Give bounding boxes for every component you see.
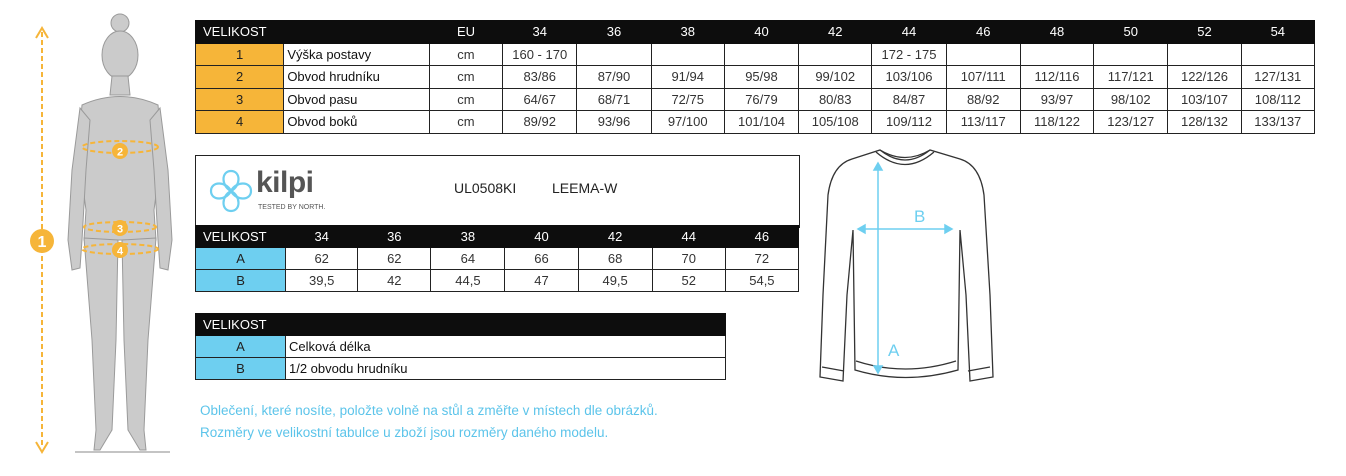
velikost-header: VELIKOST: [196, 21, 430, 44]
size-cell: 97/100: [651, 111, 724, 134]
size-cell: 64/67: [503, 88, 577, 111]
size-cell: 84/87: [872, 88, 946, 111]
row-number: 4: [196, 111, 284, 134]
size-header: 40: [724, 21, 798, 44]
size-cell: 127/131: [1241, 66, 1314, 89]
legend-row: B 1/2 obvodu hrudníku: [196, 358, 726, 380]
measure-cell: 72: [725, 248, 798, 270]
kilpi-knot-icon: [206, 166, 256, 216]
size-cell: 80/83: [799, 88, 872, 111]
table-row: [196, 88, 1315, 111]
measure-cell: 62: [286, 248, 358, 270]
measure-cell: 49,5: [578, 270, 652, 292]
size-cell: [799, 43, 872, 66]
legend-table: [195, 313, 726, 380]
row-unit: cm: [429, 43, 502, 66]
size-cell: [946, 43, 1020, 66]
product-code: UL0508KI: [454, 180, 517, 196]
size-cell: 128/132: [1168, 111, 1241, 134]
table-row: [196, 111, 1315, 134]
svg-text:2: 2: [116, 146, 124, 159]
row-label: Obvod hrudníku: [284, 66, 430, 89]
size-header: 38: [431, 226, 505, 248]
size-header: 52: [1168, 21, 1241, 44]
size-cell: 122/126: [1168, 66, 1241, 89]
size-cell: 91/94: [651, 66, 724, 89]
size-header: 36: [358, 226, 431, 248]
garment-row: [196, 270, 799, 292]
size-header: 42: [799, 21, 872, 44]
size-header: 42: [578, 226, 652, 248]
measure-label: A: [196, 248, 286, 270]
measure-cell: 68: [578, 248, 652, 270]
size-cell: 109/112: [872, 111, 946, 134]
row-unit: cm: [429, 88, 502, 111]
size-cell: 101/104: [724, 111, 798, 134]
size-cell: 83/86: [503, 66, 577, 89]
garment-header-row: [196, 226, 799, 248]
size-cell: 113/117: [946, 111, 1020, 134]
size-cell: [1168, 43, 1241, 66]
size-cell: [1094, 43, 1168, 66]
row-unit: cm: [429, 111, 502, 134]
note-line-1: Oblečení, které nosíte, položte volně na stůl a změřte v místech dle obrázků.: [200, 403, 658, 418]
note-line-2: Rozměry ve velikostní tabulce u zboží jsou rozměry daného modelu.: [200, 425, 609, 440]
size-header: 50: [1094, 21, 1168, 44]
legend-header: VELIKOST: [196, 314, 286, 336]
size-cell: 118/122: [1020, 111, 1093, 134]
size-cell: 103/106: [872, 66, 946, 89]
svg-text:4: 4: [116, 245, 124, 258]
size-header: 44: [872, 21, 946, 44]
size-cell: 105/108: [799, 111, 872, 134]
brand-tagline: TESTED BY NORTH.: [258, 204, 326, 211]
body-size-table: [195, 20, 1315, 134]
measure-cell: 39,5: [286, 270, 358, 292]
size-header: 34: [286, 226, 358, 248]
size-cell: 107/111: [946, 66, 1020, 89]
shirt-outline: [820, 150, 993, 381]
garment-row: [196, 248, 799, 270]
size-cell: 108/112: [1241, 88, 1314, 111]
measure-cell: 64: [431, 248, 505, 270]
size-cell: 95/98: [724, 66, 798, 89]
row-number: 3: [196, 88, 284, 111]
size-cell: 93/97: [1020, 88, 1093, 111]
size-cell: [651, 43, 724, 66]
size-cell: 103/107: [1168, 88, 1241, 111]
size-header: 44: [652, 226, 725, 248]
size-cell: 98/102: [1094, 88, 1168, 111]
size-cell: 72/75: [651, 88, 724, 111]
shirt-diagram: [810, 145, 1000, 395]
row-label: Výška postavy: [284, 43, 430, 66]
size-header: 46: [725, 226, 798, 248]
size-cell: 99/102: [799, 66, 872, 89]
row-label: Obvod pasu: [284, 88, 430, 111]
size-cell: 123/127: [1094, 111, 1168, 134]
measure-cell: 47: [505, 270, 578, 292]
size-header: 54: [1241, 21, 1314, 44]
measure-cell: 70: [652, 248, 725, 270]
size-cell: 76/79: [724, 88, 798, 111]
product-name: LEEMA-W: [552, 180, 618, 196]
size-cell: [724, 43, 798, 66]
table-row: [196, 43, 1315, 66]
measure-cell: 44,5: [431, 270, 505, 292]
row-unit: cm: [429, 66, 502, 89]
size-header: 48: [1020, 21, 1093, 44]
row-number: 2: [196, 66, 284, 89]
size-cell: 93/96: [577, 111, 651, 134]
size-cell: [1241, 43, 1314, 66]
size-cell: [577, 43, 651, 66]
size-cell: [1020, 43, 1093, 66]
label-a: A: [888, 341, 900, 360]
size-header: 40: [505, 226, 578, 248]
size-header: 38: [651, 21, 724, 44]
svg-text:1: 1: [37, 234, 47, 251]
product-header: [195, 155, 800, 228]
row-label: Obvod boků: [284, 111, 430, 134]
table-row: [196, 66, 1315, 89]
measure-cell: 54,5: [725, 270, 798, 292]
size-cell: 117/121: [1094, 66, 1168, 89]
label-b: B: [914, 207, 926, 226]
measure-label: B: [196, 270, 286, 292]
size-header: 46: [946, 21, 1020, 44]
size-header: 34: [503, 21, 577, 44]
table-header-row: [196, 21, 1315, 44]
size-header: 36: [577, 21, 651, 44]
velikost-header: VELIKOST: [196, 226, 286, 248]
body-measurement-figure: [20, 10, 190, 460]
size-cell: 88/92: [946, 88, 1020, 111]
size-cell: 87/90: [577, 66, 651, 89]
size-cell: 112/116: [1020, 66, 1093, 89]
measure-cell: 42: [358, 270, 431, 292]
measure-cell: 66: [505, 248, 578, 270]
measure-cell: 62: [358, 248, 431, 270]
size-header: EU: [429, 21, 502, 44]
row-number: 1: [196, 43, 284, 66]
brand-name: kilpi: [256, 166, 314, 199]
size-cell: 133/137: [1241, 111, 1314, 134]
size-cell: 68/71: [577, 88, 651, 111]
size-cell: 160 - 170: [503, 43, 577, 66]
instructions: [200, 400, 658, 444]
size-cell: 89/92: [503, 111, 577, 134]
garment-size-table: [195, 225, 799, 292]
svg-text:3: 3: [116, 223, 124, 236]
size-cell: 172 - 175: [872, 43, 946, 66]
legend-row: A Celková délka: [196, 336, 726, 358]
measure-cell: 52: [652, 270, 725, 292]
